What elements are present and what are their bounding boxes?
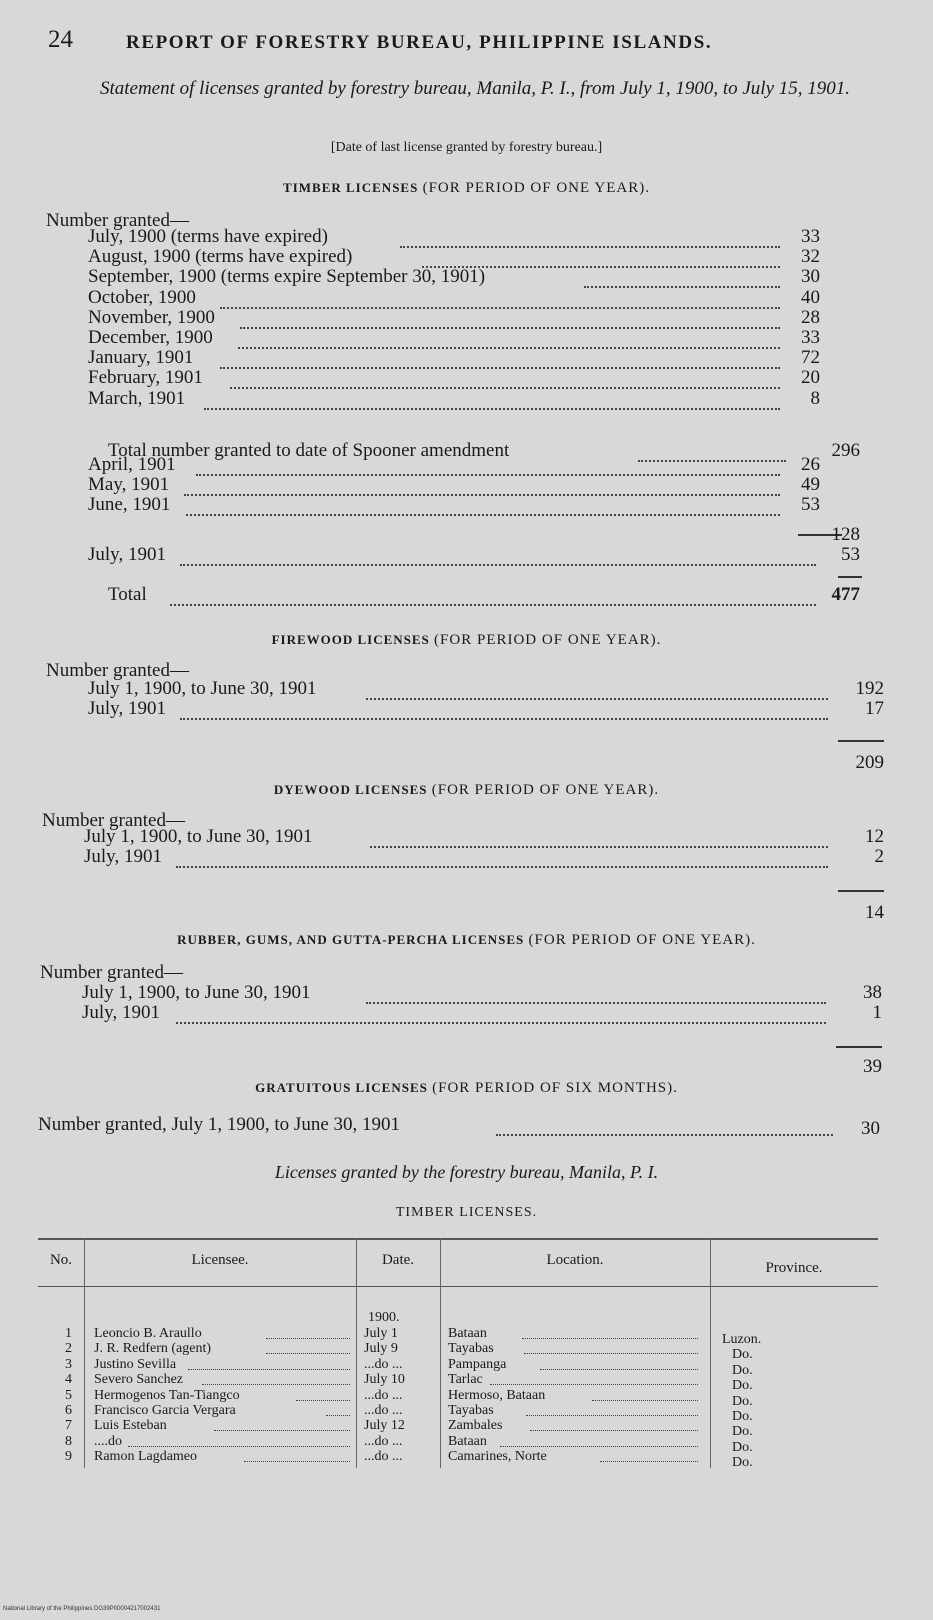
row-6-location-dots (526, 1403, 698, 1416)
row-1-location-dots (522, 1326, 698, 1339)
timber-month-4-label: October, 1900 (88, 286, 196, 308)
total-rule (838, 576, 862, 578)
timber-month-1-row (88, 226, 780, 248)
row-2-location-dots (524, 1341, 698, 1354)
firewood-total: 209 (855, 752, 884, 773)
firewood-period-2-label: July, 1901 (88, 698, 166, 719)
timber-month-2-label: August, 1900 (terms have expired) (88, 246, 353, 268)
timber-july-value: 53 (841, 544, 860, 565)
rubber-heading (0, 932, 933, 949)
row-8-location-dots (500, 1434, 698, 1447)
timber-month-7-value: 72 (801, 347, 820, 369)
row-7-date: July 12 (364, 1418, 405, 1434)
rubber-period-1-value: 38 (863, 982, 882, 1003)
timber-month-8-row (88, 367, 780, 389)
row-9-location-dots (600, 1449, 698, 1462)
running-head (48, 26, 873, 56)
timber-spring-1-leader-dots (196, 454, 780, 476)
header-province: Province. (765, 1260, 823, 1276)
rubber-period-2-row (82, 1002, 826, 1024)
firewood-heading (0, 632, 933, 649)
timber-heading (0, 180, 933, 197)
timber-period: (FOR PERIOD OF ONE YEAR). (422, 180, 650, 196)
firewood-period-1-label: July 1, 1900, to June 30, 1901 (88, 678, 317, 699)
dyewood-period: (FOR PERIOD OF ONE YEAR). (431, 782, 660, 798)
timber-total-row (108, 584, 818, 606)
timber-month-7-row (88, 347, 780, 369)
spooner-total: 296 (831, 440, 860, 461)
timber-month-1-leader-dots (400, 226, 780, 248)
dyewood-period-1-value: 12 (865, 826, 884, 847)
header-date: Date. (381, 1252, 415, 1268)
timber-spring-3-value: 53 (801, 494, 820, 516)
timber-month-7-label: January, 1901 (88, 347, 194, 369)
timber-total-value: 477 (831, 584, 860, 605)
row-8-licensee-dots (128, 1434, 350, 1447)
date-note: [Date of last license granted by forestry bureau.] (330, 140, 603, 155)
row-1-no: 1 (65, 1326, 72, 1341)
row-2-location: Tayabas (448, 1341, 494, 1357)
timber-spring-3-leader-dots (186, 494, 780, 516)
firewood-period-2-row (88, 698, 828, 720)
dyewood-period-2-row (84, 846, 828, 868)
rubber-period-1-row (82, 982, 826, 1004)
header-no: No. (49, 1252, 73, 1268)
dyewood-heading-text: DYEWOOD LICENSES (273, 782, 428, 797)
row-6-location: Tayabas (448, 1403, 494, 1418)
firewood-period-1-value: 192 (855, 678, 884, 699)
timber-spring-3-row (88, 494, 780, 516)
timber-month-8-leader-dots (230, 367, 780, 389)
timber-month-3-value: 30 (801, 266, 820, 288)
timber-month-4-value: 40 (801, 286, 820, 308)
rubber-rule (836, 1046, 882, 1048)
spooner-label: Total number granted to date of Spooner amendment (108, 440, 510, 461)
report-title: REPORT OF FORESTRY BUREAU, PHILIPPINE ISLANDS. (126, 32, 713, 53)
row-6-no: 6 (65, 1403, 72, 1418)
row-6-licensee-dots (326, 1403, 350, 1416)
gratuitous-label: Number granted, July 1, 1900, to June 30, 1901 (38, 1114, 401, 1135)
footer-credit: National Library of the Philippines DG39P00004217002431 (3, 1606, 161, 1612)
row-7-province: Do. (732, 1424, 753, 1440)
timber-month-3-leader-dots (584, 266, 780, 288)
timber-month-6-value: 33 (801, 327, 820, 348)
row-9-date: ...do ... (364, 1449, 403, 1465)
rubber-period-2-value: 1 (872, 1002, 882, 1023)
firewood-number-granted: Number granted— (46, 660, 189, 681)
timber-month-5-label: November, 1900 (88, 306, 215, 328)
dyewood-total: 14 (865, 902, 884, 923)
firewood-heading-text: FIREWOOD LICENSES (271, 632, 430, 647)
firewood-period-2-leader-dots (180, 698, 828, 720)
row-3-licensee: Justino Sevilla (94, 1356, 177, 1372)
row-1-date: July 1 (364, 1326, 398, 1341)
statement-title: Statement of licenses granted by forestry bureau, Manila, P. I., from July 1, 1900, to July 15, 1901. (99, 78, 851, 99)
row-4-province: Do. (732, 1378, 753, 1394)
rubber-period-2-label: July, 1901 (82, 1002, 160, 1023)
firewood-period-1-row (88, 678, 828, 700)
timber-total-label: Total (108, 584, 147, 605)
dyewood-number-granted: Number granted— (42, 810, 185, 831)
header-location: Location. (546, 1252, 604, 1268)
rubber-period-2-leader-dots (176, 1002, 826, 1024)
timber-month-4-leader-dots (220, 287, 780, 309)
timber-month-9-leader-dots (204, 388, 780, 410)
row-9-licensee: Ramon Lagdameo (94, 1449, 198, 1465)
gratuitous-heading-text: GRATUITOUS LICENSES (255, 1080, 428, 1095)
row-9-location: Camarines, Norte (448, 1449, 547, 1465)
row-1-licensee-dots (266, 1326, 350, 1339)
row-2-date: July 9 (364, 1341, 398, 1357)
timber-month-9-row (88, 388, 780, 410)
timber-july-row (88, 544, 818, 566)
timber-table-heading: TIMBER LICENSES. (395, 1205, 538, 1220)
row-8-province: Do. (732, 1439, 753, 1455)
row-5-licensee-dots (296, 1388, 350, 1401)
row-2-licensee: J. R. Redfern (agent) (94, 1341, 212, 1357)
rubber-period: (FOR PERIOD OF ONE YEAR). (528, 932, 756, 948)
timber-license-table (38, 1238, 878, 1478)
row-4-date: July 10 (364, 1372, 405, 1388)
timber-month-3-row (88, 266, 780, 288)
timber-month-7-leader-dots (220, 347, 780, 369)
timber-subtotal: 128 (831, 524, 860, 545)
timber-month-5-row (88, 307, 780, 329)
timber-spring-3-label: June, 1901 (88, 494, 171, 516)
firewood-period-1-leader-dots (366, 678, 828, 700)
row-2-no: 2 (65, 1341, 72, 1357)
timber-spring-2-label: May, 1901 (88, 474, 170, 496)
gratuitous-heading (0, 1080, 933, 1097)
rubber-period-1-label: July 1, 1900, to June 30, 1901 (82, 982, 311, 1003)
row-7-location-dots (530, 1418, 698, 1431)
row-7-licensee-dots (214, 1418, 350, 1431)
row-8-no: 8 (65, 1433, 72, 1449)
dyewood-period-2-label: July, 1901 (84, 846, 162, 867)
row-9-licensee-dots (244, 1449, 350, 1462)
timber-month-2-value: 32 (801, 246, 820, 268)
timber-month-1-label: July, 1900 (terms have expired) (88, 226, 328, 247)
timber-month-3-label: September, 1900 (terms expire September 30, 1901) (88, 266, 486, 288)
timber-spring-2-value: 49 (801, 474, 820, 496)
timber-month-4-row (88, 287, 780, 309)
row-3-location-dots (540, 1357, 698, 1370)
dyewood-period-1-leader-dots (370, 826, 828, 848)
dyewood-rule (838, 890, 884, 892)
row-1-licensee: Leoncio B. Araullo (94, 1326, 202, 1341)
row-2-licensee-dots (266, 1341, 350, 1354)
row-3-location: Pampanga (448, 1356, 507, 1372)
dyewood-heading (0, 782, 933, 799)
row-7-location: Zambales (448, 1418, 503, 1434)
row-2-province: Do. (732, 1347, 753, 1363)
rubber-total: 39 (863, 1056, 882, 1077)
timber-spring-1-label: April, 1901 (88, 454, 176, 475)
timber-spring-2-row (88, 474, 780, 496)
timber-month-9-label: March, 1901 (88, 387, 186, 409)
row-5-province: Do. (732, 1393, 753, 1409)
dyewood-period-1-row (84, 826, 828, 848)
rubber-heading-text: RUBBER, GUMS, AND GUTTA-PERCHA LICENSES (177, 932, 525, 947)
timber-month-8-label: February, 1901 (88, 367, 203, 389)
timber-month-6-label: December, 1900 (88, 327, 213, 348)
row-4-no: 4 (65, 1372, 72, 1388)
rubber-period-1-leader-dots (366, 982, 826, 1004)
row-8-licensee: ....do (94, 1433, 122, 1449)
row-1-location: Bataan (448, 1326, 487, 1341)
row-4-location: Tarlac (448, 1372, 483, 1388)
gratuitous-value: 30 (861, 1118, 880, 1139)
timber-heading-text: TIMBER LICENSES (283, 180, 419, 195)
row-5-date: ...do ... (364, 1387, 403, 1403)
table-year: 1900. (368, 1310, 400, 1325)
row-4-licensee-dots (202, 1372, 350, 1385)
rubber-number-granted: Number granted— (40, 962, 183, 983)
header-licensee: Licensee. (191, 1252, 249, 1268)
row-3-no: 3 (65, 1356, 72, 1372)
row-8-date: ...do ... (364, 1433, 403, 1449)
timber-month-2-leader-dots (422, 246, 780, 268)
firewood-period-2-value: 17 (865, 698, 884, 719)
row-7-no: 7 (65, 1418, 72, 1434)
row-6-province: Do. (732, 1409, 753, 1424)
timber-month-9-value: 8 (810, 387, 820, 409)
timber-month-8-value: 20 (801, 367, 820, 389)
row-3-province: Do. (732, 1362, 753, 1378)
row-3-date: ...do ... (364, 1356, 403, 1372)
timber-spring-1-row (88, 454, 780, 476)
row-4-licensee: Severo Sanchez (94, 1372, 184, 1388)
row-8-location: Bataan (448, 1433, 487, 1449)
timber-month-1-value: 33 (801, 226, 820, 247)
row-3-licensee-dots (188, 1357, 350, 1370)
timber-month-5-value: 28 (801, 306, 820, 328)
timber-month-6-leader-dots (238, 327, 780, 349)
row-4-location-dots (490, 1372, 698, 1385)
timber-month-6-row (88, 327, 780, 349)
row-6-licensee: Francisco Garcia Vergara (94, 1403, 236, 1418)
row-5-licensee: Hermogenos Tan-Tiangco (94, 1387, 240, 1403)
timber-number-granted: Number granted— (46, 210, 189, 231)
row-9-no: 9 (65, 1449, 72, 1465)
licenses-title: Licenses granted by the forestry bureau, Manila, P. I. (274, 1162, 659, 1182)
timber-spring-1-value: 26 (801, 454, 820, 475)
row-5-location: Hermoso, Bataan (448, 1387, 546, 1403)
row-5-location-dots (592, 1388, 698, 1401)
gratuitous-period: (FOR PERIOD OF SIX MONTHS). (432, 1080, 678, 1096)
dyewood-period-2-value: 2 (874, 846, 884, 867)
timber-spring-2-leader-dots (184, 474, 780, 496)
gratuitous-row (38, 1114, 833, 1136)
firewood-rule (838, 740, 884, 742)
row-6-date: ...do ... (364, 1403, 403, 1418)
row-5-no: 5 (65, 1387, 72, 1403)
timber-july-label: July, 1901 (88, 544, 166, 565)
page-number: 24 (48, 26, 73, 53)
firewood-period: (FOR PERIOD OF ONE YEAR). (434, 632, 662, 648)
timber-month-2-row (88, 246, 780, 268)
dyewood-period-2-leader-dots (176, 846, 828, 868)
timber-month-5-leader-dots (240, 307, 780, 329)
row-9-province: Do. (732, 1455, 753, 1471)
row-7-licensee: Luis Esteban (94, 1418, 167, 1434)
row-1-province: Luzon. (722, 1332, 762, 1347)
dyewood-period-1-label: July 1, 1900, to June 30, 1901 (84, 826, 313, 847)
